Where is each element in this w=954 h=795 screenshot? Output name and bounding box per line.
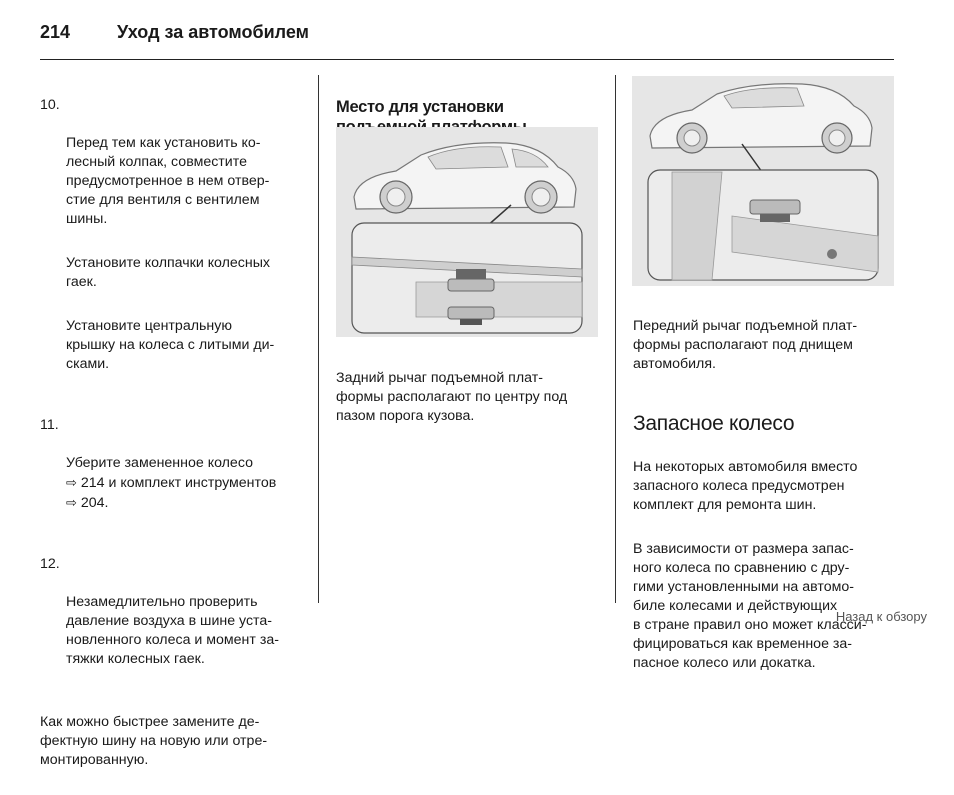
arrow-reference-icon: ⇨ <box>66 495 77 510</box>
list-item <box>40 96 305 397</box>
step-text: Установите центральную крышку на колеса с литыми ди- сками. <box>66 318 275 372</box>
step-text: Незамедлительно проверить давление воздуха в шине уста- новленного колеса и момент за- тяжки колесных гаек. <box>66 594 279 667</box>
list-item <box>40 416 305 532</box>
page-reference-link[interactable]: 204. <box>80 495 109 511</box>
section-title: Уход за автомобилем <box>117 22 309 42</box>
middle-caption-block <box>336 350 606 451</box>
back-to-overview-link[interactable]: Назад к обзору <box>835 609 927 624</box>
lift-front-point-figure <box>632 76 894 286</box>
step-text: Перед тем как установить ко- лесный колпак, совместите предусмотренное в нем отвер- стие для вентиля с вентилем шины. <box>66 135 270 227</box>
section-heading: Запасное колесо <box>633 412 795 435</box>
right-column <box>633 298 897 698</box>
lift-rear-point-figure <box>336 127 598 337</box>
page-reference-link[interactable]: 214 <box>80 475 105 491</box>
page-header <box>40 20 894 60</box>
list-item-number: 10. <box>40 97 60 113</box>
step-text: Установите колпачки колесных гаек. <box>66 255 271 290</box>
arrow-reference-icon: ⇨ <box>66 475 77 490</box>
figure-caption: Задний рычаг подъемной плат- формы располагают по центру под пазом порога кузова. <box>336 370 568 424</box>
body-paragraph: В зависимости от размера запас- ного колеса по сравнению с дру- гими установленными на автомо- биле колесами и действующих в стране правил оно может класси- фицироваться как временное за- пасное колесо или докатка. <box>633 541 867 671</box>
figure-caption: Передний рычаг подъемной плат- формы располагают под днищем автомобиля. <box>633 318 858 372</box>
list-item-number: 11. <box>40 417 59 433</box>
list-item-number: 12. <box>40 556 60 572</box>
step-text: и комплект инструментов <box>104 475 277 491</box>
car-lift-rear-illustration <box>336 127 598 337</box>
car-lift-front-illustration <box>632 76 894 286</box>
left-column <box>40 77 305 795</box>
header-divider <box>40 59 894 60</box>
subsection-heading: Место для установки <box>336 98 504 116</box>
step-text: Уберите замененное колесо <box>66 455 253 471</box>
column-divider-1 <box>318 75 319 603</box>
page-number: 214 <box>40 22 71 42</box>
column-divider-2 <box>615 75 616 603</box>
body-paragraph: Как можно быстрее замените де- фектную шину на новую или отре- монтированную. <box>40 714 268 768</box>
body-paragraph: На некоторых автомобиля вместо запасного колеса предусмотрен комплект для ремонта шин. <box>633 459 858 513</box>
list-item <box>40 555 305 694</box>
